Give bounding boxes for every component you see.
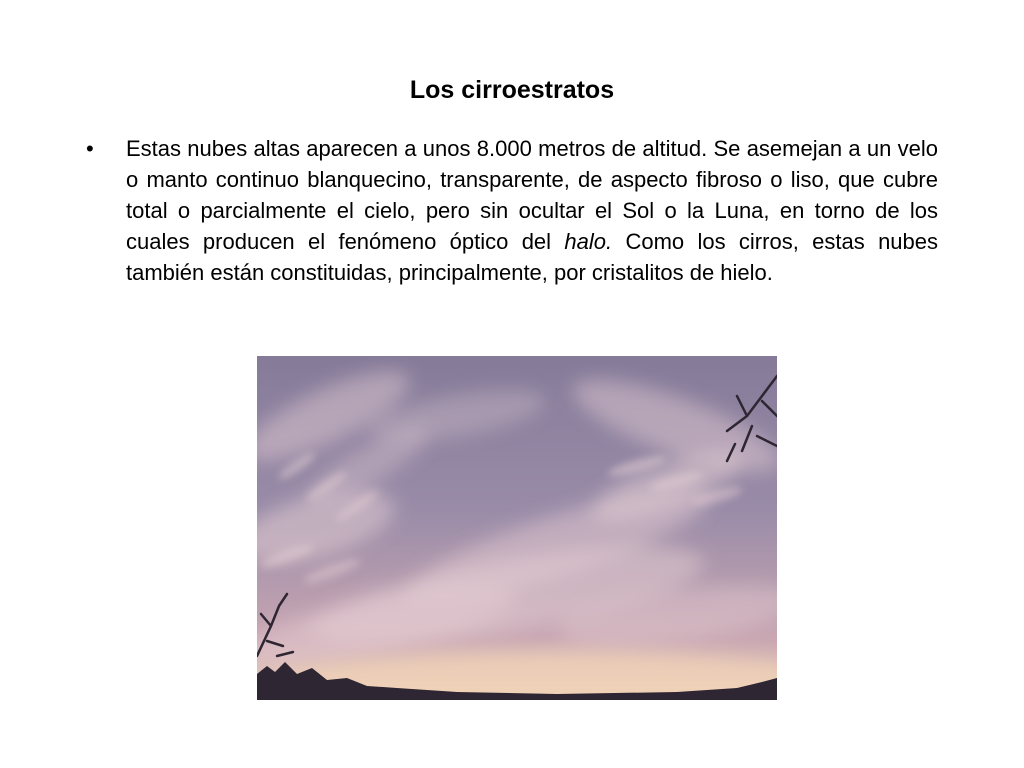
bullet-paragraph [126, 133, 938, 288]
halo-term: halo. [564, 229, 613, 254]
bullet-icon: • [86, 136, 94, 161]
paragraph-text-end: Como los cirros, estas nubes también están constituidas, principalmente, por cristalitos de hielo. [126, 229, 939, 285]
slide-title: Los cirroestratos [409, 76, 615, 104]
bullet-item [86, 133, 938, 288]
cirrostratus-photo [257, 356, 777, 700]
paragraph-text-start: Estas nubes altas aparecen a unos 8.000 metros de altitud. Se asemejan a un velo o manto continuo blanquecino, transparente, de aspecto fibroso o liso, que cubre total o parcialmente el cielo, pero sin ocultar el Sol o la Luna, en torno de los cuales producen el fenómeno óptico del [126, 136, 938, 254]
